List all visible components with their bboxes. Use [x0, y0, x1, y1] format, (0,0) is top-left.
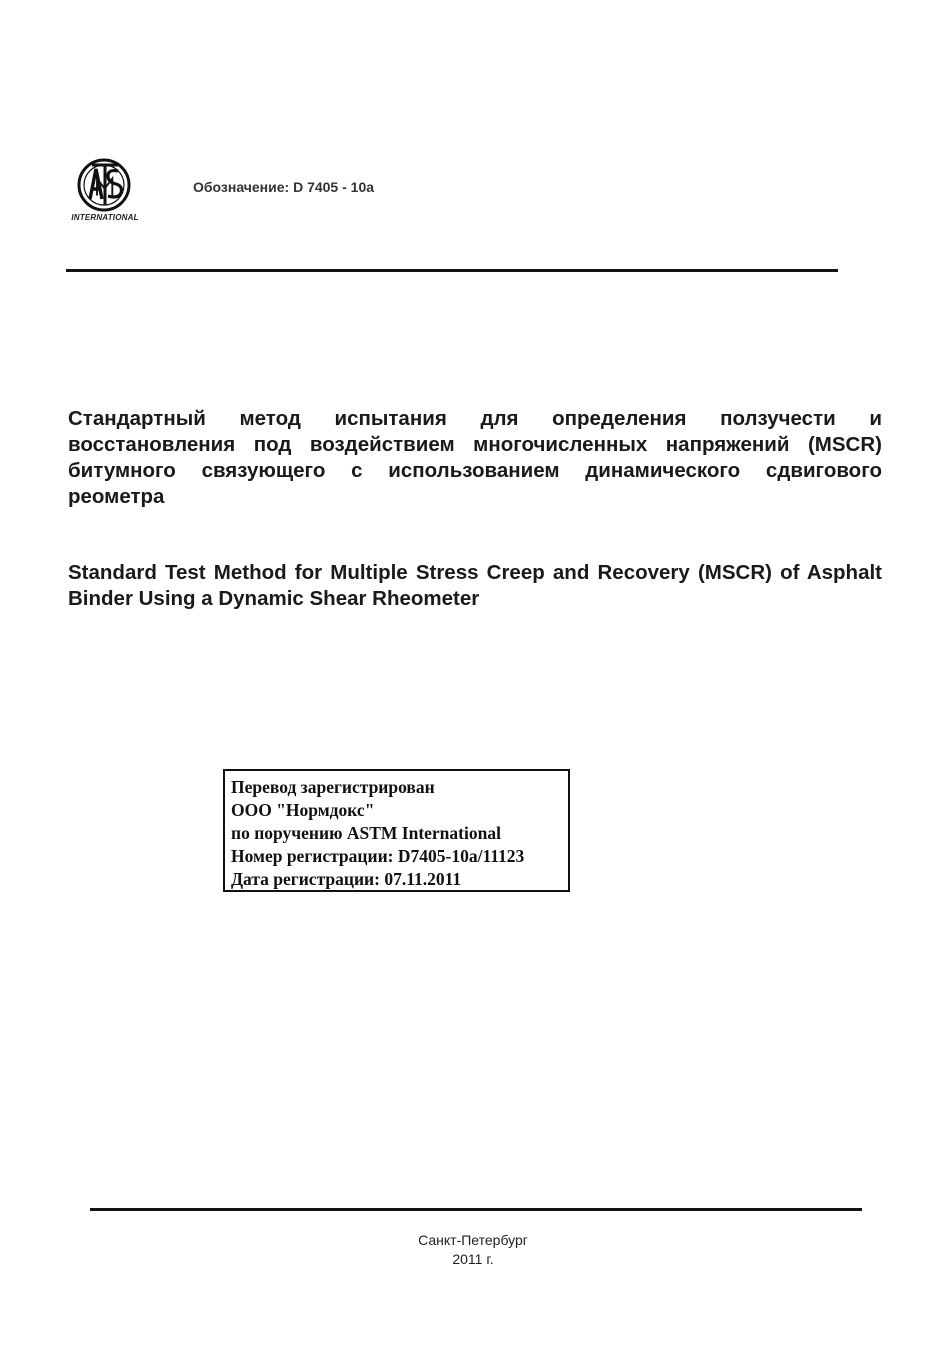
footer-city: Санкт-Петербург	[418, 1232, 528, 1248]
title-english: Standard Test Method for Multiple Stress Creep and Recovery (MSCR) of Asphalt Binder Using a Dynamic Shear Rheometer	[68, 561, 882, 610]
bottom-divider	[90, 1208, 862, 1211]
top-divider	[66, 269, 838, 272]
registration-line: ООО "Нормдокс"	[231, 800, 375, 820]
footer-year: 2011 г.	[452, 1251, 494, 1267]
registration-line: по поручению ASTM International	[231, 823, 501, 843]
registration-box	[223, 769, 570, 892]
registration-line: Дата регистрации: 07.11.2011	[231, 869, 462, 889]
designation: Обозначение: D 7405 - 10a	[193, 179, 375, 195]
astm-logo	[66, 155, 144, 227]
registration-line: Номер регистрации: D7405-10a/11123	[231, 846, 525, 866]
logo-subtitle: INTERNATIONAL	[71, 213, 139, 222]
registration-line: Перевод зарегистрирован	[231, 777, 435, 797]
astm-logo-icon	[66, 155, 144, 213]
title-russian: Стандартный метод испытания для определения ползучести и восстановления под воздействием многочисленных напряжений (MSCR) битумного связующего с использованием динамического сдвигового реометра	[68, 407, 882, 508]
